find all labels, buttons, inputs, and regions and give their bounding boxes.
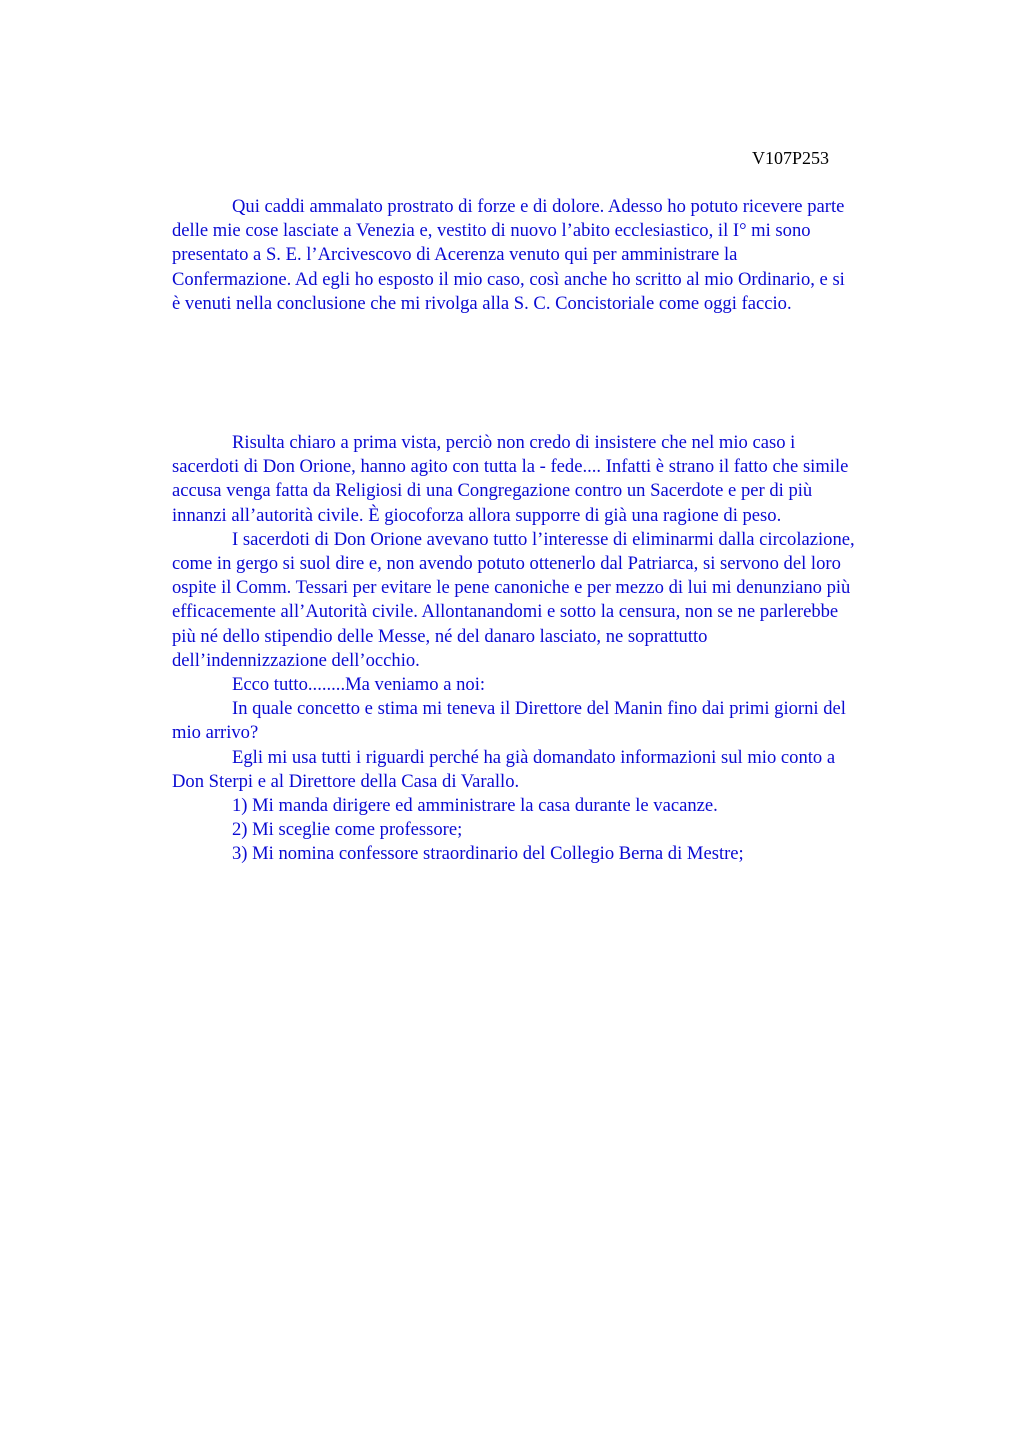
paragraph-3-line: I sacerdoti di Don Orione avevano tutto l’interesse di eliminarmi dalla circolazione,: [232, 528, 855, 550]
paragraph-1-line: presentato a S. E. l’Arcivescovo di Acerenza venuto qui per amministrare la: [172, 244, 738, 266]
list-item: 2) Mi sceglie come professore;: [232, 819, 463, 841]
paragraph-3-line: efficacemente all’Autorità civile. Allontanandomi e sotto la censura, non se ne parlerebbe: [172, 601, 839, 623]
paragraph-6-line: Egli mi usa tutti i riguardi perché ha già domandato informazioni sul mio conto a: [232, 746, 836, 768]
paragraph-2-line: innanzi all’autorità civile. È giocoforza allora supporre di già una ragione di peso.: [172, 504, 782, 526]
paragraph-3-line: più né dello stipendio delle Messe, né del danaro lasciato, ne soprattutto: [172, 625, 708, 647]
paragraph-3-line: come in gergo si suol dire e, non avendo potuto ottenerlo dal Patriarca, si servono del loro: [172, 553, 841, 575]
paragraph-5-line: In quale concetto e stima mi teneva il Direttore del Manin fino dai primi giorni del: [232, 698, 846, 720]
list-item: 3) Mi nomina confessore straordinario del Collegio Berna di Mestre;: [232, 843, 744, 865]
text-block-top: [172, 195, 932, 316]
page-reference: V107P253: [752, 148, 830, 168]
paragraph-1-line: delle mie cose lasciate a Venezia e, vestito di nuovo l’abito ecclesiastico, il I° mi sono: [172, 220, 811, 242]
paragraph-1-line: Qui caddi ammalato prostrato di forze e di dolore. Adesso ho potuto ricevere parte: [232, 196, 845, 217]
paragraph-6-line: Don Sterpi e al Direttore della Casa di Varallo.: [172, 770, 520, 792]
paragraph-5-line: mio arrivo?: [172, 722, 259, 744]
paragraph-3-line: dell’indennizzazione dell’occhio.: [172, 649, 420, 671]
paragraph-4-line: Ecco tutto........Ma veniamo a noi:: [232, 674, 486, 696]
paragraph-1-line: Confermazione. Ad egli ho esposto il mio caso, così anche ho scritto al mio Ordinario, e si: [172, 268, 845, 290]
paragraph-2-line: accusa venga fatta da Religiosi di una Congregazione contro un Sacerdote e per di più: [172, 480, 813, 502]
paragraph-2-line: sacerdoti di Don Orione, hanno agito con tutta la - fede.... Infatti è strano il fatto che simile: [172, 456, 849, 478]
list-item: 1) Mi manda dirigere ed amministrare la casa durante le vacanze.: [232, 795, 718, 817]
paragraph-2-line: Risulta chiaro a prima vista, perciò non credo di insistere che nel mio caso i: [232, 432, 796, 453]
text-block-main: [172, 431, 932, 867]
paragraph-1-line: è venuti nella conclusione che mi rivolga alla S. C. Concistoriale come oggi faccio.: [172, 292, 792, 314]
paragraph-3-line: ospite il Comm. Tessari per evitare le pene canoniche e per mezzo di lui mi denunziano più: [172, 577, 851, 599]
